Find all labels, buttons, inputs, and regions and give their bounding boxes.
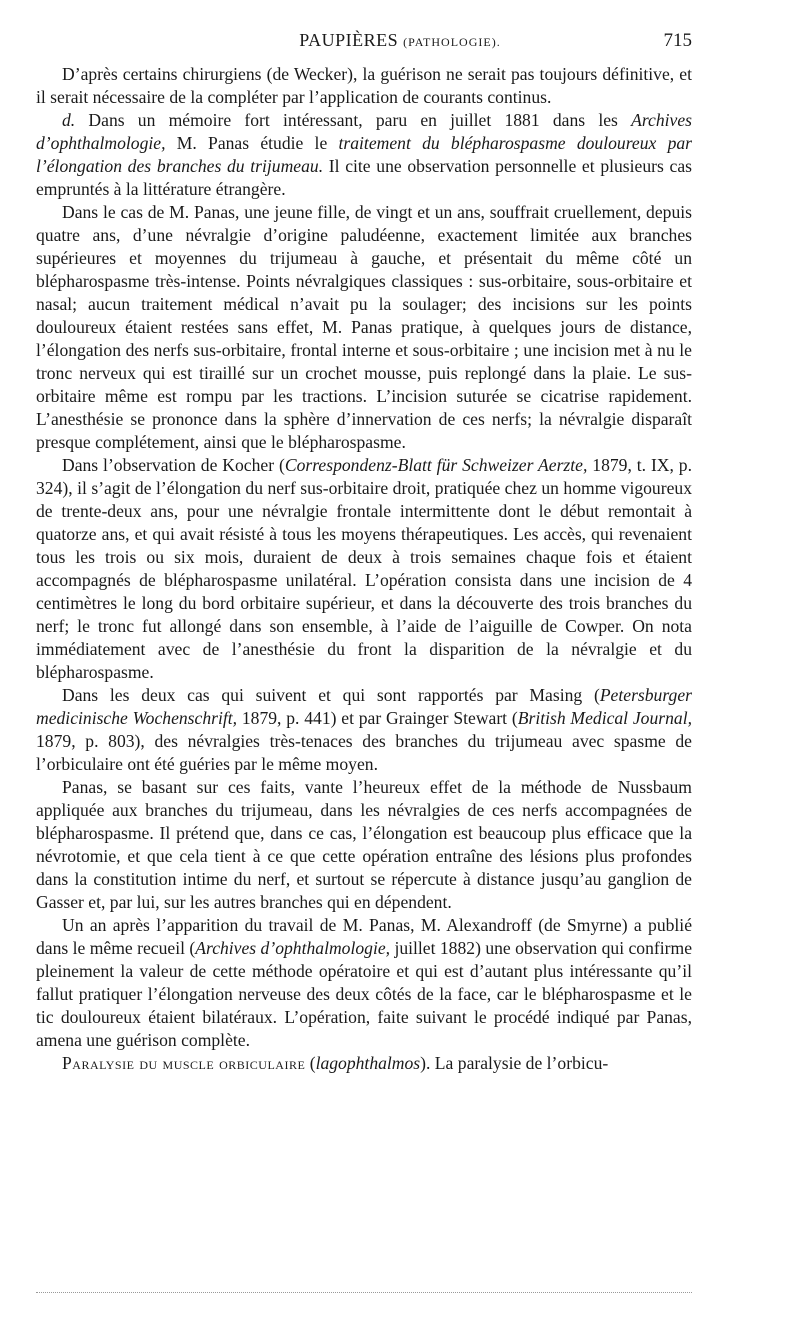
header-title: PAUPIÈRES — [299, 30, 399, 50]
paragraph — [36, 1052, 692, 1075]
italic-text: Archives d’ophthalmologie, — [195, 938, 391, 958]
running-header — [0, 30, 800, 56]
italic-text: Archives d’ophthalmologie, — [36, 110, 692, 153]
text-run: 1879, t. IX, p. 324), il s’agit de l’élongation du nerf sus-orbitaire droit, pratiquée chez un homme vigoureux de trente-deux ans, pour une névralgie frontale intermittente dont le début remontait à quatorze ans, et qui avait résisté à tous les moyens thérapeutiques. Les accès, qui revenaient tous les trois ou six mois, duraient de deux à trois semaines chaque fois et étaient accompagnés de blépharospasme unilatéral. L’opération consista dans une incision de 4 centimètres le long du bord orbitaire supérieur, et dans la découverte des trois branches du nerf; le tronc fut allongé dans son ensemble, à l’aide de l’aiguille de Cowper. On nota immédiatement avec de l’anesthésie du front la disparition de la névralgie et du blépharospasme. — [36, 455, 693, 682]
text-run: Il cite une observation personnelle et plusieurs cas empruntés à la littérature étrangère. — [36, 156, 692, 199]
footer-rule — [36, 1292, 692, 1293]
paragraph — [36, 109, 692, 201]
text-run: Un an après l’apparition du travail de M. Panas, M. Alexandroff (de Smyrne) a publié dans le même recueil ( — [36, 915, 692, 958]
text-run: M. Panas étudie le — [165, 133, 339, 153]
paragraph — [36, 63, 692, 109]
header-subtitle: (PATHOLOGIE). — [403, 35, 501, 49]
italic-text: Correspondenz-Blatt für Schweizer Aerzte, — [284, 455, 588, 475]
italic-text: traitement du blépharospasme douloureux par l’élongation des branches du trijumeau. — [36, 133, 693, 176]
paragraph — [36, 914, 692, 1052]
text-run: Panas, se basant sur ces faits, vante l’heureux effet de la méthode de Nussbaum appliquée aux branches du trijumeau, dans les névralgies de ces nerfs accompagnées de blépharospasme. Il prétend que, dans ce cas, l’élongation est beaucoup plus efficace que la névrotomie, et que cela tient à ce que cette opération entraîne des lésions plus profondes dans la constitution intime du nerf, et surtout se répercute à distance jusqu’au ganglion de Gasser et, par lui, sur les autres branches qui en dépendent. — [36, 777, 692, 912]
paragraph — [36, 776, 692, 914]
text-run: juillet 1882) une observation qui confirme pleinement la valeur de cette méthode opératoire et qui est d’autant plus intéressante qu’il fallut pratiquer l’élongation nerveuse des deux côtés de la face, car le blépharospasme et le tic douloureux étaient bilatéraux. L’opération, faite suivant le procédé indiqué par Panas, amena une guérison complète. — [36, 938, 693, 1050]
text-run: 1879, p. 803), des névralgies très-tenaces des branches du trijumeau avec spasme de l’orbiculaire ont été guéries par le même moyen. — [36, 731, 692, 774]
italic-text: lagophthalmos — [315, 1053, 421, 1073]
text-run: ). La paralysie de l’orbicu- — [420, 1053, 609, 1073]
italic-text: Petersburger medicinische Wochenschrift, — [36, 685, 692, 728]
body-text — [36, 63, 692, 1075]
text-run: Dans l’observation de Kocher ( — [62, 455, 285, 475]
text-run: ( — [305, 1053, 316, 1073]
paragraph — [36, 684, 692, 776]
italic-text: d. — [62, 110, 76, 130]
paragraph — [36, 201, 692, 454]
smallcaps-heading: Paralysie du muscle orbiculaire — [62, 1053, 306, 1073]
text-run: Dans le cas de M. Panas, une jeune fille, de vingt et un ans, souffrait cruellement, depuis quatre ans, d’une névralgie d’origine paludéenne, exactement limitée aux branches supérieures et moyennes du trijumeau à gauche, et présentait du même côté un blépharospasme très-intense. Points névralgiques classiques : sus-orbitaire, sous-orbitaire et nasal; aucun traitement médical n’avait pu la soulager; des incisions sur les points douloureux étaient restées sans effet, M. Panas pratique, à quelques jours de distance, l’élongation des nerfs sus-orbitaire, frontal interne et sous-orbitaire ; une incision met à nu le tronc nerveux qui est tiraillé sur un crochet mousse, puis replongé dans la plaie. Le sus-orbitaire même est rompu par les tractions. L’incision suturée se cicatrise rapidement. L’anesthésie se prononce dans la sphère d’innervation de ces nerfs; la névralgie disparaît presque complétement, ainsi que le blépharospasme. — [36, 202, 692, 452]
text-run: Dans les deux cas qui suivent et qui sont rapportés par Masing ( — [62, 685, 600, 705]
text-run: D’après certains chirurgiens (de Wecker), la guérison ne serait pas toujours définitive, et il serait nécessaire de la compléter par l’application de courants continus. — [36, 64, 692, 107]
text-run: Dans un mémoire fort intéressant, paru en juillet 1881 dans les — [75, 110, 632, 130]
paragraph — [36, 454, 692, 684]
text-run: 1879, p. 441) et par Grainger Stewart ( — [237, 708, 518, 728]
italic-text: British Medical Journal, — [517, 708, 692, 728]
page-number: 715 — [663, 30, 692, 51]
